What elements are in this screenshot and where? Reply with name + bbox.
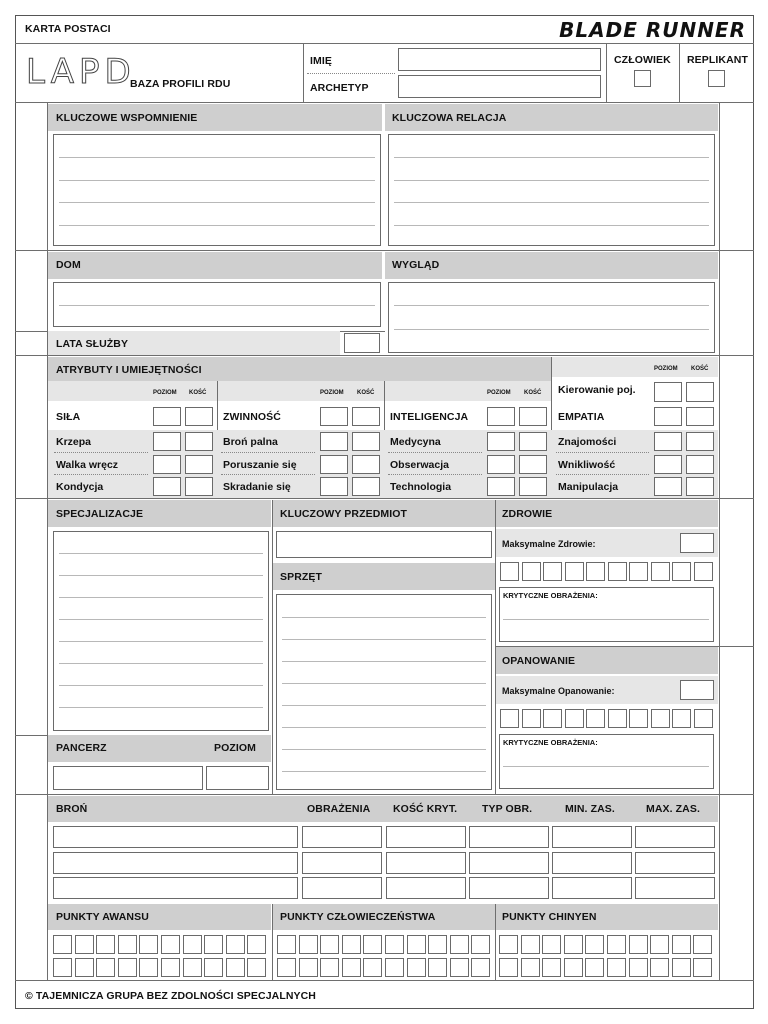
humanity-point-box[interactable]	[450, 935, 469, 954]
key-memory-label: KLUCZOWE WSPOMNIENIE	[56, 112, 198, 124]
chinyen-point-box[interactable]	[564, 935, 583, 954]
key-relation-field[interactable]	[388, 134, 715, 246]
skill-die-box[interactable]	[519, 432, 547, 451]
advance-point-box[interactable]	[139, 958, 158, 977]
driving-die[interactable]	[686, 382, 714, 402]
armor-label: PANCERZ	[56, 742, 107, 754]
attribute-die-box[interactable]	[352, 407, 380, 426]
resolve-tick-box[interactable]	[629, 709, 648, 728]
ruled-line	[221, 474, 315, 475]
health-tick-box[interactable]	[672, 562, 691, 581]
skill-label: Technologia	[390, 481, 452, 493]
weapon-stat-field[interactable]	[386, 826, 466, 848]
ruled-line	[556, 474, 649, 475]
health-tick-box[interactable]	[500, 562, 519, 581]
weapon-name-field[interactable]	[53, 852, 298, 874]
humanity-point-box[interactable]	[320, 958, 339, 977]
health-tick-box[interactable]	[586, 562, 605, 581]
skill-die-box[interactable]	[352, 477, 380, 496]
ruled-line	[282, 661, 486, 662]
chinyen-point-box[interactable]	[650, 958, 669, 977]
chinyen-point-box[interactable]	[521, 935, 540, 954]
chinyen-point-box[interactable]	[585, 958, 604, 977]
advance-point-box[interactable]	[247, 958, 266, 977]
die-header: KOŚĆ	[357, 390, 375, 396]
skill-level-box[interactable]	[654, 455, 682, 474]
weapon-column-header: KOŚĆ KRYT.	[393, 803, 458, 815]
skill-die-box[interactable]	[519, 477, 547, 496]
skill-label: Krzepa	[56, 436, 92, 448]
specializations-field[interactable]	[53, 531, 269, 731]
skill-die-box[interactable]	[686, 477, 714, 496]
service-years-field[interactable]	[344, 333, 380, 353]
level-header: POZIOM	[487, 390, 511, 396]
resolve-tick-box[interactable]	[651, 709, 670, 728]
advance-point-box[interactable]	[183, 958, 202, 977]
chinyen-point-box[interactable]	[499, 958, 518, 977]
chinyen-point-box[interactable]	[629, 935, 648, 954]
weapon-stat-field[interactable]	[386, 852, 466, 874]
skill-level-box[interactable]	[153, 432, 181, 451]
health-tick-box[interactable]	[608, 562, 627, 581]
chinyen-point-box[interactable]	[542, 958, 561, 977]
advance-point-box[interactable]	[226, 958, 245, 977]
ruled-line	[282, 683, 486, 684]
weapon-stat-field[interactable]	[469, 877, 549, 899]
skill-die-box[interactable]	[519, 455, 547, 474]
resolve-tick-box[interactable]	[586, 709, 605, 728]
max-resolve-label: Maksymalne Opanowanie:	[502, 686, 615, 696]
skill-die-box[interactable]	[185, 432, 213, 451]
die-header: KOŚĆ	[189, 390, 207, 396]
advance-point-box[interactable]	[118, 935, 137, 954]
humanity-point-box[interactable]	[277, 958, 296, 977]
driving-label: Kierowanie poj.	[558, 384, 636, 396]
attribute-level-box[interactable]	[153, 407, 181, 426]
health-tick-box[interactable]	[694, 562, 713, 581]
humanity-point-box[interactable]	[363, 958, 382, 977]
resolve-tick-box[interactable]	[500, 709, 519, 728]
skill-label: Wnikliwość	[558, 459, 616, 471]
strength-label: SIŁA	[56, 411, 81, 423]
key-relation-label: KLUCZOWA RELACJA	[392, 112, 507, 124]
humanity-point-box[interactable]	[407, 958, 426, 977]
human-label: CZŁOWIEK	[614, 54, 671, 66]
chinyen-point-box[interactable]	[585, 935, 604, 954]
resolve-tick-box[interactable]	[672, 709, 691, 728]
resolve-tick-box[interactable]	[608, 709, 627, 728]
chinyen-point-box[interactable]	[672, 958, 691, 977]
gear-label: SPRZĘT	[280, 571, 323, 583]
ruled-line	[59, 597, 263, 598]
attribute-level-box[interactable]	[654, 407, 682, 426]
ruled-line	[59, 553, 263, 554]
specializations-title: SPECJALIZACJE	[56, 508, 144, 520]
weapon-stat-field[interactable]	[635, 826, 715, 848]
chinyen-point-box[interactable]	[693, 935, 712, 954]
attribute-die-box[interactable]	[519, 407, 547, 426]
chinyen-point-box[interactable]	[542, 935, 561, 954]
chinyen-point-box[interactable]	[607, 935, 626, 954]
sheet-title: KARTA POSTACI	[25, 23, 111, 35]
advance-points-label: PUNKTY AWANSU	[56, 911, 149, 923]
ruled-line	[221, 452, 315, 453]
weapon-stat-field[interactable]	[635, 877, 715, 899]
advance-point-box[interactable]	[204, 935, 223, 954]
name-field[interactable]	[398, 48, 601, 71]
armor-level-label: POZIOM	[214, 742, 257, 754]
armor-field[interactable]	[53, 766, 203, 790]
resolve-tick-box[interactable]	[694, 709, 713, 728]
name-label: IMIĘ	[310, 55, 332, 67]
humanity-point-box[interactable]	[342, 958, 361, 977]
ruled-line	[282, 639, 486, 640]
archetype-label: ARCHETYP	[310, 82, 369, 94]
humanity-point-box[interactable]	[471, 958, 490, 977]
advance-point-box[interactable]	[161, 958, 180, 977]
ruled-line	[282, 771, 486, 772]
resolve-tick-box[interactable]	[565, 709, 584, 728]
ruled-line	[282, 749, 486, 750]
service-years-label: LATA SŁUŻBY	[56, 338, 129, 350]
ruled-line	[54, 474, 148, 475]
resolve-tick-box[interactable]	[543, 709, 562, 728]
ruled-line	[59, 707, 263, 708]
skill-level-box[interactable]	[320, 455, 348, 474]
chinyen-point-box[interactable]	[629, 958, 648, 977]
advance-point-box[interactable]	[53, 935, 72, 954]
replicant-checkbox[interactable]	[708, 70, 725, 87]
blade-runner-logo: BLADE RUNNER	[559, 18, 746, 42]
skill-level-box[interactable]	[320, 432, 348, 451]
skill-label: Znajomości	[558, 436, 617, 448]
humanity-point-box[interactable]	[277, 935, 296, 954]
resolve-critical-label: KRYTYCZNE OBRAŻENIA:	[503, 738, 598, 747]
humanity-point-box[interactable]	[299, 958, 318, 977]
weapon-column-header: MAX. ZAS.	[646, 803, 700, 815]
ruled-line	[59, 575, 263, 576]
weapon-name-field[interactable]	[53, 826, 298, 848]
attribute-die-box[interactable]	[185, 407, 213, 426]
advance-point-box[interactable]	[247, 935, 266, 954]
humanity-point-box[interactable]	[363, 935, 382, 954]
die-header: KOŚĆ	[524, 390, 542, 396]
chinyen-points-label: PUNKTY CHINYEN	[502, 911, 597, 923]
advance-point-box[interactable]	[183, 935, 202, 954]
humanity-point-box[interactable]	[385, 958, 404, 977]
skill-level-box[interactable]	[487, 432, 515, 451]
humanity-point-box[interactable]	[299, 935, 318, 954]
key-item-field[interactable]	[276, 531, 492, 558]
chinyen-point-box[interactable]	[499, 935, 518, 954]
ruled-line	[282, 727, 486, 728]
skill-die-box[interactable]	[352, 455, 380, 474]
skill-label: Poruszanie się	[223, 459, 297, 471]
gear-field[interactable]	[276, 594, 492, 790]
max-health-label: Maksymalne Zdrowie:	[502, 539, 596, 549]
skill-level-box[interactable]	[654, 432, 682, 451]
advance-point-box[interactable]	[96, 935, 115, 954]
weapon-stat-field[interactable]	[302, 877, 382, 899]
humanity-point-box[interactable]	[320, 935, 339, 954]
skill-die-box[interactable]	[352, 432, 380, 451]
humanity-point-box[interactable]	[428, 958, 447, 977]
skill-label: Manipulacja	[558, 481, 619, 493]
key-item-label: KLUCZOWY PRZEDMIOT	[280, 508, 408, 520]
die-header: KOŚĆ	[691, 366, 709, 372]
human-checkbox[interactable]	[634, 70, 651, 87]
health-tick-box[interactable]	[629, 562, 648, 581]
weapon-stat-field[interactable]	[302, 826, 382, 848]
skill-die-box[interactable]	[686, 432, 714, 451]
weapon-stat-field[interactable]	[552, 826, 632, 848]
level-header: POZIOM	[320, 390, 344, 396]
attribute-level-box[interactable]	[320, 407, 348, 426]
skill-label: Broń palna	[223, 436, 278, 448]
empathy-label: EMPATIA	[558, 411, 605, 423]
ruled-line	[282, 705, 486, 706]
skill-level-box[interactable]	[654, 477, 682, 496]
advance-point-box[interactable]	[53, 958, 72, 977]
skill-die-box[interactable]	[185, 455, 213, 474]
skill-level-box[interactable]	[153, 477, 181, 496]
attributes-title: ATRYBUTY I UMIEJĘTNOŚCI	[56, 364, 202, 376]
weapon-column-header: MIN. ZAS.	[565, 803, 615, 815]
weapon-stat-field[interactable]	[302, 852, 382, 874]
weapon-column-header: OBRAŻENIA	[307, 803, 371, 815]
skill-level-box[interactable]	[487, 477, 515, 496]
weapon-stat-field[interactable]	[386, 877, 466, 899]
ruled-line	[54, 452, 148, 453]
health-tick-box[interactable]	[565, 562, 584, 581]
subtitle: BAZA PROFILI RDU	[130, 78, 231, 90]
weapon-stat-field[interactable]	[469, 826, 549, 848]
humanity-point-box[interactable]	[428, 935, 447, 954]
level-header: POZIOM	[654, 366, 678, 372]
advance-point-box[interactable]	[226, 935, 245, 954]
attribute-die-box[interactable]	[686, 407, 714, 426]
health-critical-label: KRYTYCZNE OBRAŻENIA:	[503, 591, 598, 600]
ruled-line	[59, 641, 263, 642]
level-header: POZIOM	[153, 390, 177, 396]
weapon-name-field[interactable]	[53, 877, 298, 899]
appearance-field[interactable]	[388, 282, 715, 353]
footer-copyright: © TAJEMNICZA GRUPA BEZ ZDOLNOŚCI SPECJALNYCH	[25, 990, 316, 1002]
weapon-stat-field[interactable]	[552, 852, 632, 874]
advance-point-box[interactable]	[161, 935, 180, 954]
chinyen-point-box[interactable]	[607, 958, 626, 977]
ruled-line	[388, 452, 482, 453]
humanity-points-label: PUNKTY CZŁOWIECZEŃSTWA	[280, 911, 436, 923]
health-tick-box[interactable]	[543, 562, 562, 581]
skill-die-box[interactable]	[185, 477, 213, 496]
health-tick-box[interactable]	[651, 562, 670, 581]
ruled-line	[59, 663, 263, 664]
appearance-label: WYGLĄD	[392, 259, 440, 271]
resolve-title: OPANOWANIE	[502, 655, 576, 667]
ruled-line	[556, 452, 649, 453]
skill-label: Walka wręcz	[56, 459, 119, 471]
skill-level-box[interactable]	[153, 455, 181, 474]
chinyen-point-box[interactable]	[693, 958, 712, 977]
attribute-level-box[interactable]	[487, 407, 515, 426]
chinyen-point-box[interactable]	[650, 935, 669, 954]
skill-label: Kondycja	[56, 481, 104, 493]
replicant-label: REPLIKANT	[687, 54, 748, 66]
chinyen-point-box[interactable]	[564, 958, 583, 977]
advance-point-box[interactable]	[204, 958, 223, 977]
health-tick-box[interactable]	[522, 562, 541, 581]
intelligence-label: INTELIGENCJA	[390, 411, 469, 423]
skill-label: Skradanie się	[223, 481, 291, 493]
advance-point-box[interactable]	[139, 935, 158, 954]
driving-level[interactable]	[654, 382, 682, 402]
weapon-stat-field[interactable]	[469, 852, 549, 874]
weapon-stat-field[interactable]	[635, 852, 715, 874]
max-health-field[interactable]	[680, 533, 714, 553]
chinyen-point-box[interactable]	[672, 935, 691, 954]
advance-point-box[interactable]	[75, 935, 94, 954]
skill-label: Medycyna	[390, 436, 441, 448]
skill-label: Obserwacja	[390, 459, 449, 471]
resolve-tick-box[interactable]	[522, 709, 541, 728]
agility-label: ZWINNOŚĆ	[223, 411, 281, 423]
humanity-point-box[interactable]	[342, 935, 361, 954]
ruled-line	[59, 619, 263, 620]
ruled-line	[388, 474, 482, 475]
weapons-title: BROŃ	[56, 803, 88, 815]
chinyen-point-box[interactable]	[521, 958, 540, 977]
key-memory-field[interactable]	[53, 134, 381, 246]
skill-level-box[interactable]	[320, 477, 348, 496]
archetype-field[interactable]	[398, 75, 601, 98]
health-title: ZDROWIE	[502, 508, 553, 520]
ruled-line	[59, 685, 263, 686]
advance-point-box[interactable]	[118, 958, 137, 977]
ruled-line	[282, 617, 486, 618]
skill-level-box[interactable]	[487, 455, 515, 474]
humanity-point-box[interactable]	[450, 958, 469, 977]
humanity-point-box[interactable]	[471, 935, 490, 954]
weapon-column-header: TYP OBR.	[482, 803, 533, 815]
advance-point-box[interactable]	[75, 958, 94, 977]
humanity-point-box[interactable]	[407, 935, 426, 954]
skill-die-box[interactable]	[686, 455, 714, 474]
lapd-logo: LAPD	[26, 52, 136, 92]
home-label: DOM	[56, 259, 81, 271]
weapon-stat-field[interactable]	[552, 877, 632, 899]
humanity-point-box[interactable]	[385, 935, 404, 954]
max-resolve-field[interactable]	[680, 680, 714, 700]
advance-point-box[interactable]	[96, 958, 115, 977]
armor-level-field[interactable]	[206, 766, 269, 790]
